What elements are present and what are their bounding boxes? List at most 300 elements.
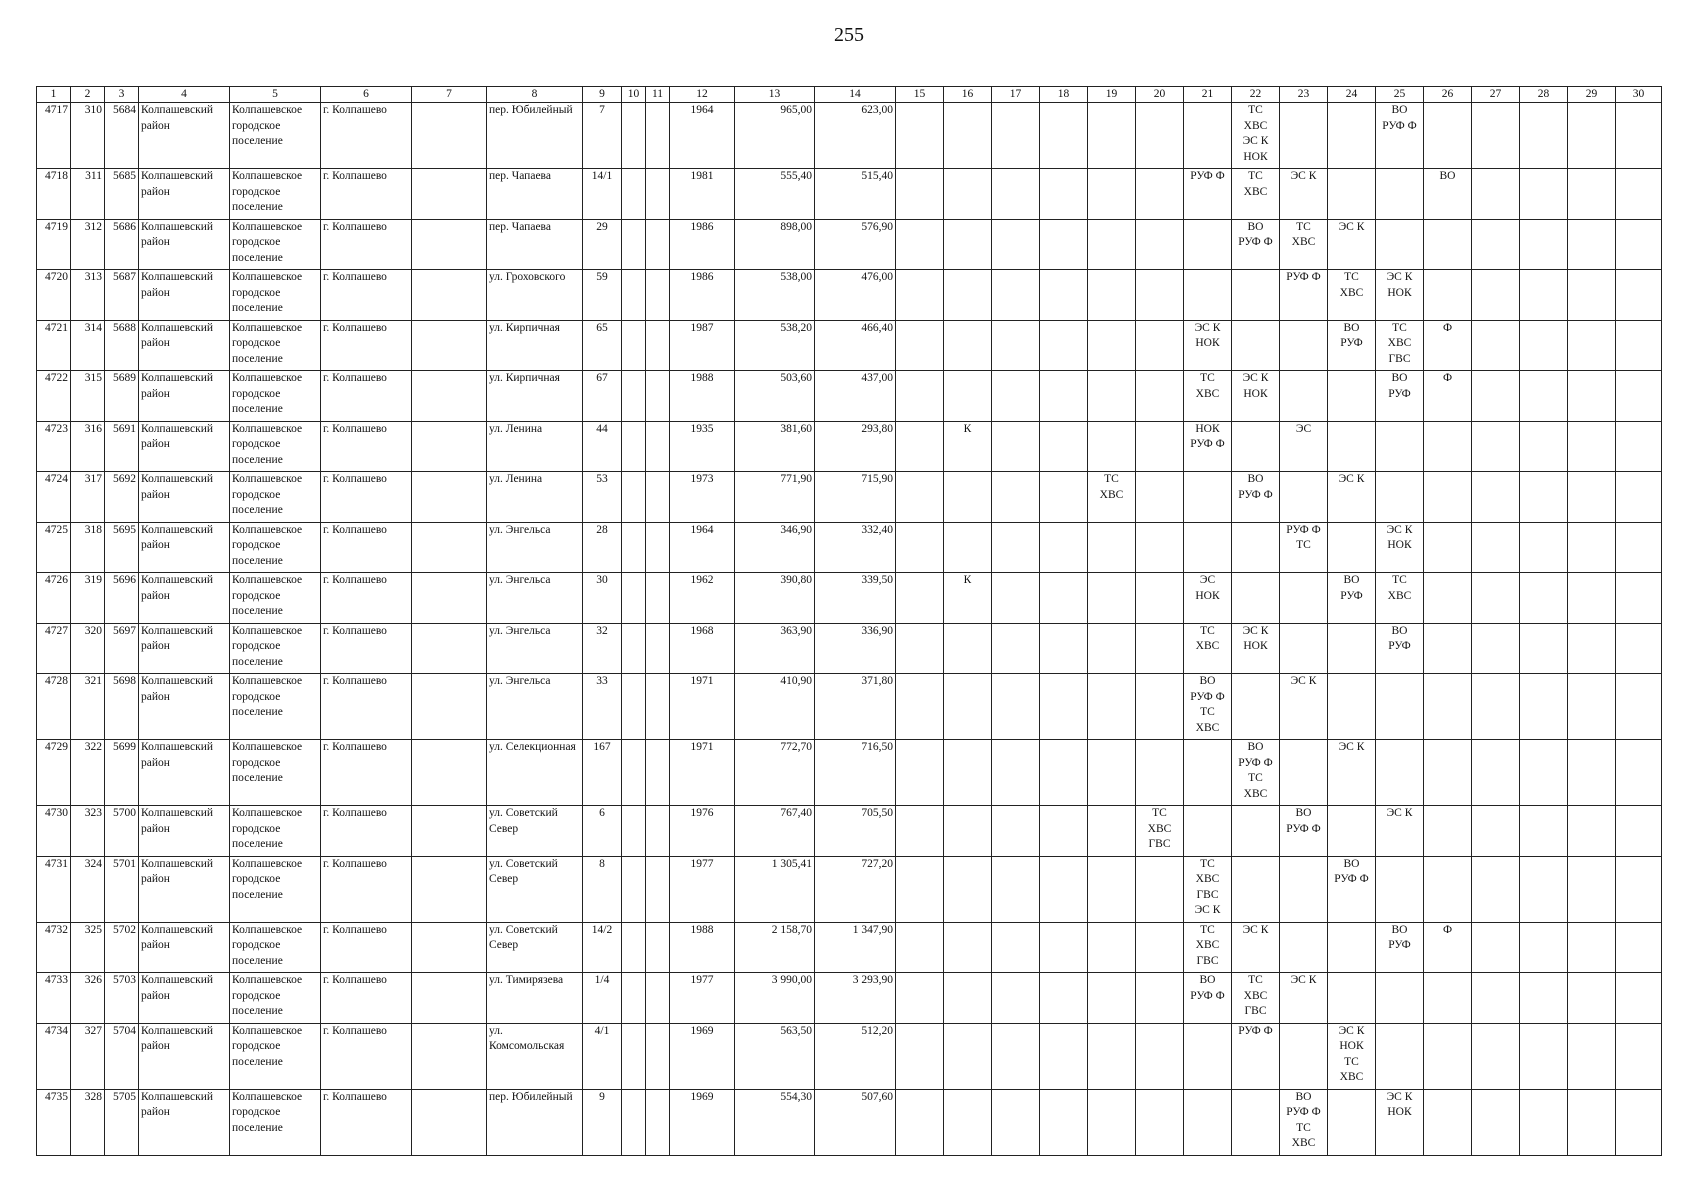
table-row (37, 922, 1662, 973)
table-cell-col-25 (1376, 421, 1424, 472)
table-cell-col-21 (1184, 103, 1232, 169)
column-header-4: 4 (139, 87, 230, 103)
column-header-20: 20 (1136, 87, 1184, 103)
table-cell-col-27 (1472, 522, 1520, 573)
table-cell-col-19 (1088, 922, 1136, 973)
table-cell-col-23: РУФ Ф ТС (1280, 522, 1328, 573)
table-cell-col-20 (1136, 1089, 1184, 1155)
column-header-21: 21 (1184, 87, 1232, 103)
table-cell-col-21 (1184, 270, 1232, 321)
table-cell-col-6: г. Колпашево (321, 1023, 412, 1089)
table-row (37, 674, 1662, 740)
table-cell-col-3: 5698 (105, 674, 139, 740)
table-cell-col-3: 5689 (105, 371, 139, 422)
table-cell-col-14: 437,00 (815, 371, 896, 422)
column-header-19: 19 (1088, 87, 1136, 103)
table-cell-col-18 (1040, 371, 1088, 422)
table-cell-col-12: 1962 (670, 573, 735, 624)
table-cell-col-25 (1376, 740, 1424, 806)
table-cell-col-28 (1520, 270, 1568, 321)
table-cell-col-26 (1424, 522, 1472, 573)
table-cell-col-26: Ф (1424, 320, 1472, 371)
table-cell-col-3: 5695 (105, 522, 139, 573)
table-cell-col-26 (1424, 1089, 1472, 1155)
table-cell-col-30 (1616, 472, 1662, 523)
table-cell-col-28 (1520, 674, 1568, 740)
table-cell-col-7 (412, 371, 487, 422)
table-cell-col-5: Колпашевское городское поселение (230, 973, 321, 1024)
table-cell-col-11 (646, 806, 670, 857)
column-header-25: 25 (1376, 87, 1424, 103)
table-cell-col-8: ул. Селекционная (487, 740, 583, 806)
table-cell-col-14: 727,20 (815, 856, 896, 922)
table-cell-col-22: ЭС К (1232, 922, 1280, 973)
table-cell-col-10 (622, 103, 646, 169)
table-cell-col-30 (1616, 219, 1662, 270)
table-cell-col-22 (1232, 270, 1280, 321)
table-cell-col-23 (1280, 103, 1328, 169)
table-cell-col-6: г. Колпашево (321, 623, 412, 674)
table-cell-col-19 (1088, 421, 1136, 472)
table-cell-col-10 (622, 740, 646, 806)
table-cell-col-30 (1616, 103, 1662, 169)
table-cell-col-18 (1040, 623, 1088, 674)
table-cell-col-23: ЭС К (1280, 973, 1328, 1024)
table-cell-col-15 (896, 169, 944, 220)
table-cell-col-4: Колпашевский район (139, 522, 230, 573)
table-cell-col-6: г. Колпашево (321, 103, 412, 169)
table-cell-col-18 (1040, 219, 1088, 270)
column-header-28: 28 (1520, 87, 1568, 103)
table-cell-col-9: 30 (583, 573, 622, 624)
table-cell-col-19 (1088, 320, 1136, 371)
table-cell-col-19 (1088, 674, 1136, 740)
table-cell-col-13: 771,90 (735, 472, 815, 523)
table-row (37, 522, 1662, 573)
table-cell-col-11 (646, 270, 670, 321)
table-cell-col-20 (1136, 270, 1184, 321)
column-header-6: 6 (321, 87, 412, 103)
table-cell-col-18 (1040, 522, 1088, 573)
table-cell-col-28 (1520, 806, 1568, 857)
table-cell-col-6: г. Колпашево (321, 856, 412, 922)
table-cell-col-25 (1376, 472, 1424, 523)
table-cell-col-29 (1568, 856, 1616, 922)
table-cell-col-14: 293,80 (815, 421, 896, 472)
table-cell-col-28 (1520, 320, 1568, 371)
table-cell-col-26 (1424, 740, 1472, 806)
table-cell-col-4: Колпашевский район (139, 103, 230, 169)
table-cell-col-25 (1376, 1023, 1424, 1089)
table-cell-col-26 (1424, 674, 1472, 740)
table-cell-col-8: ул. Советский Север (487, 856, 583, 922)
table-cell-col-1: 4720 (37, 270, 71, 321)
table-row (37, 169, 1662, 220)
table-cell-col-11 (646, 856, 670, 922)
column-header-27: 27 (1472, 87, 1520, 103)
table-cell-col-16 (944, 103, 992, 169)
table-cell-col-23: ВО РУФ Ф ТС ХВС (1280, 1089, 1328, 1155)
table-cell-col-25: ВО РУФ (1376, 623, 1424, 674)
column-header-14: 14 (815, 87, 896, 103)
table-cell-col-7 (412, 219, 487, 270)
table-cell-col-16 (944, 522, 992, 573)
table-cell-col-1: 4726 (37, 573, 71, 624)
table-cell-col-14: 371,80 (815, 674, 896, 740)
table-cell-col-2: 319 (71, 573, 105, 624)
table-cell-col-1: 4731 (37, 856, 71, 922)
table-cell-col-21 (1184, 472, 1232, 523)
table-cell-col-11 (646, 623, 670, 674)
table-cell-col-19 (1088, 1089, 1136, 1155)
table-cell-col-21: ТС ХВС (1184, 371, 1232, 422)
table-cell-col-9: 53 (583, 472, 622, 523)
table-cell-col-1: 4718 (37, 169, 71, 220)
table-cell-col-10 (622, 573, 646, 624)
table-cell-col-20 (1136, 219, 1184, 270)
table-cell-col-30 (1616, 522, 1662, 573)
table-cell-col-6: г. Колпашево (321, 1089, 412, 1155)
table-cell-col-22 (1232, 421, 1280, 472)
table-cell-col-25: ВО РУФ (1376, 922, 1424, 973)
table-cell-col-16 (944, 320, 992, 371)
table-cell-col-5: Колпашевское городское поселение (230, 371, 321, 422)
table-cell-col-26: Ф (1424, 371, 1472, 422)
table-cell-col-9: 7 (583, 103, 622, 169)
column-header-18: 18 (1040, 87, 1088, 103)
table-cell-col-16 (944, 1023, 992, 1089)
table-cell-col-29 (1568, 421, 1616, 472)
table-cell-col-8: пер. Юбилейный (487, 1089, 583, 1155)
table-cell-col-6: г. Колпашево (321, 270, 412, 321)
table-cell-col-4: Колпашевский район (139, 922, 230, 973)
table-cell-col-13: 503,60 (735, 371, 815, 422)
page-number: 255 (834, 24, 864, 46)
table-row (37, 806, 1662, 857)
table-cell-col-21 (1184, 1089, 1232, 1155)
table-cell-col-19 (1088, 270, 1136, 321)
table-cell-col-11 (646, 973, 670, 1024)
table-cell-col-11 (646, 320, 670, 371)
table-cell-col-19: ТС ХВС (1088, 472, 1136, 523)
table-cell-col-13: 2 158,70 (735, 922, 815, 973)
table-cell-col-10 (622, 1089, 646, 1155)
table-cell-col-9: 14/2 (583, 922, 622, 973)
table-cell-col-25: ВО РУФ (1376, 371, 1424, 422)
table-cell-col-17 (992, 522, 1040, 573)
table-cell-col-15 (896, 674, 944, 740)
table-cell-col-12: 1988 (670, 922, 735, 973)
table-cell-col-1: 4732 (37, 922, 71, 973)
table-cell-col-27 (1472, 623, 1520, 674)
table-cell-col-27 (1472, 320, 1520, 371)
table-cell-col-13: 554,30 (735, 1089, 815, 1155)
table-cell-col-9: 6 (583, 806, 622, 857)
table-cell-col-15 (896, 219, 944, 270)
table-cell-col-14: 1 347,90 (815, 922, 896, 973)
table-cell-col-23 (1280, 320, 1328, 371)
table-cell-col-3: 5691 (105, 421, 139, 472)
table-cell-col-11 (646, 421, 670, 472)
table-cell-col-27 (1472, 1089, 1520, 1155)
table-cell-col-24: ЭС К (1328, 219, 1376, 270)
table-cell-col-8: ул. Кирпичная (487, 320, 583, 371)
table-cell-col-22: ЭС К НОК (1232, 623, 1280, 674)
column-header-1: 1 (37, 87, 71, 103)
table-cell-col-6: г. Колпашево (321, 320, 412, 371)
column-header-17: 17 (992, 87, 1040, 103)
table-cell-col-21 (1184, 522, 1232, 573)
table-cell-col-10 (622, 169, 646, 220)
table-cell-col-9: 4/1 (583, 1023, 622, 1089)
column-header-15: 15 (896, 87, 944, 103)
table-cell-col-19 (1088, 1023, 1136, 1089)
table-cell-col-1: 4728 (37, 674, 71, 740)
table-cell-col-27 (1472, 472, 1520, 523)
column-header-9: 9 (583, 87, 622, 103)
table-cell-col-3: 5703 (105, 973, 139, 1024)
table-cell-col-11 (646, 573, 670, 624)
table-cell-col-6: г. Колпашево (321, 421, 412, 472)
table-cell-col-4: Колпашевский район (139, 740, 230, 806)
table-cell-col-18 (1040, 320, 1088, 371)
table-cell-col-22: ВО РУФ Ф (1232, 472, 1280, 523)
table-cell-col-16 (944, 270, 992, 321)
column-header-8: 8 (487, 87, 583, 103)
table-cell-col-16 (944, 472, 992, 523)
table-cell-col-17 (992, 320, 1040, 371)
table-cell-col-10 (622, 270, 646, 321)
table-cell-col-26: Ф (1424, 922, 1472, 973)
table-cell-col-18 (1040, 1023, 1088, 1089)
table-cell-col-6: г. Колпашево (321, 169, 412, 220)
column-header-11: 11 (646, 87, 670, 103)
table-row (37, 1023, 1662, 1089)
table-cell-col-5: Колпашевское городское поселение (230, 320, 321, 371)
table-cell-col-14: 623,00 (815, 103, 896, 169)
table-cell-col-14: 715,90 (815, 472, 896, 523)
table-cell-col-22: ВО РУФ Ф ТС ХВС (1232, 740, 1280, 806)
table-cell-col-25 (1376, 973, 1424, 1024)
table-cell-col-8: ул. Энгельса (487, 623, 583, 674)
table-cell-col-12: 1986 (670, 219, 735, 270)
table-cell-col-29 (1568, 573, 1616, 624)
table-cell-col-27 (1472, 270, 1520, 321)
table-cell-col-29 (1568, 922, 1616, 973)
table-cell-col-18 (1040, 103, 1088, 169)
table-cell-col-27 (1472, 674, 1520, 740)
table-cell-col-19 (1088, 856, 1136, 922)
table-cell-col-10 (622, 320, 646, 371)
table-cell-col-24: ТС ХВС (1328, 270, 1376, 321)
table-cell-col-13: 563,50 (735, 1023, 815, 1089)
table-cell-col-9: 28 (583, 522, 622, 573)
table-cell-col-8: ул. Ленина (487, 421, 583, 472)
table-cell-col-15 (896, 270, 944, 321)
table-cell-col-30 (1616, 270, 1662, 321)
table-cell-col-18 (1040, 740, 1088, 806)
table-cell-col-1: 4723 (37, 421, 71, 472)
table-cell-col-16 (944, 922, 992, 973)
table-cell-col-26 (1424, 472, 1472, 523)
table-cell-col-9: 44 (583, 421, 622, 472)
table-cell-col-5: Колпашевское городское поселение (230, 674, 321, 740)
table-cell-col-30 (1616, 922, 1662, 973)
table-cell-col-9: 33 (583, 674, 622, 740)
table-cell-col-6: г. Колпашево (321, 973, 412, 1024)
table-cell-col-16 (944, 623, 992, 674)
table-cell-col-4: Колпашевский район (139, 1023, 230, 1089)
table-cell-col-12: 1977 (670, 856, 735, 922)
table-cell-col-11 (646, 522, 670, 573)
table-cell-col-4: Колпашевский район (139, 472, 230, 523)
table-cell-col-30 (1616, 1089, 1662, 1155)
table-cell-col-24: ВО РУФ (1328, 573, 1376, 624)
column-header-22: 22 (1232, 87, 1280, 103)
table-row (37, 219, 1662, 270)
table-cell-col-12: 1977 (670, 973, 735, 1024)
table-cell-col-9: 9 (583, 1089, 622, 1155)
table-cell-col-10 (622, 472, 646, 523)
table-cell-col-13: 381,60 (735, 421, 815, 472)
table-cell-col-21: ЭС К НОК (1184, 320, 1232, 371)
table-cell-col-29 (1568, 740, 1616, 806)
table-cell-col-8: ул. Советский Север (487, 922, 583, 973)
table-cell-col-11 (646, 922, 670, 973)
table-cell-col-8: ул. Кирпичная (487, 371, 583, 422)
table-cell-col-28 (1520, 856, 1568, 922)
table-cell-col-12: 1969 (670, 1089, 735, 1155)
table-cell-col-7 (412, 522, 487, 573)
table-cell-col-11 (646, 740, 670, 806)
table-cell-col-8: пер. Юбилейный (487, 103, 583, 169)
table-cell-col-5: Колпашевское городское поселение (230, 522, 321, 573)
table-cell-col-10 (622, 371, 646, 422)
table-cell-col-22 (1232, 1089, 1280, 1155)
table-cell-col-18 (1040, 806, 1088, 857)
column-header-16: 16 (944, 87, 992, 103)
table-cell-col-27 (1472, 169, 1520, 220)
column-header-26: 26 (1424, 87, 1472, 103)
table-cell-col-2: 327 (71, 1023, 105, 1089)
table-cell-col-21: ТС ХВС (1184, 623, 1232, 674)
table-row (37, 573, 1662, 624)
table-cell-col-30 (1616, 973, 1662, 1024)
table-cell-col-14: 476,00 (815, 270, 896, 321)
table-cell-col-9: 65 (583, 320, 622, 371)
table-cell-col-1: 4730 (37, 806, 71, 857)
table-cell-col-3: 5685 (105, 169, 139, 220)
table-row (37, 371, 1662, 422)
table-cell-col-23 (1280, 1023, 1328, 1089)
table-cell-col-6: г. Колпашево (321, 674, 412, 740)
table-cell-col-17 (992, 472, 1040, 523)
table-cell-col-15 (896, 922, 944, 973)
table-cell-col-25: ЭС К НОК (1376, 522, 1424, 573)
table-cell-col-13: 3 990,00 (735, 973, 815, 1024)
table-cell-col-21: ТС ХВС ГВС (1184, 922, 1232, 973)
table-cell-col-29 (1568, 1023, 1616, 1089)
table-cell-col-14: 705,50 (815, 806, 896, 857)
table-cell-col-7 (412, 806, 487, 857)
table-cell-col-1: 4729 (37, 740, 71, 806)
table-cell-col-26 (1424, 623, 1472, 674)
table-cell-col-19 (1088, 169, 1136, 220)
table-cell-col-8: пер. Чапаева (487, 169, 583, 220)
table-cell-col-10 (622, 219, 646, 270)
table-cell-col-16 (944, 973, 992, 1024)
table-cell-col-30 (1616, 371, 1662, 422)
column-header-2: 2 (71, 87, 105, 103)
table-row (37, 103, 1662, 169)
table-cell-col-26 (1424, 103, 1472, 169)
table-cell-col-25: ЭС К НОК (1376, 1089, 1424, 1155)
table-cell-col-15 (896, 472, 944, 523)
table-cell-col-23 (1280, 856, 1328, 922)
table-cell-col-19 (1088, 371, 1136, 422)
table-cell-col-17 (992, 623, 1040, 674)
table-cell-col-18 (1040, 922, 1088, 973)
table-cell-col-24 (1328, 623, 1376, 674)
table-cell-col-10 (622, 806, 646, 857)
table-cell-col-13: 346,90 (735, 522, 815, 573)
table-cell-col-20 (1136, 623, 1184, 674)
table-cell-col-24 (1328, 522, 1376, 573)
table-cell-col-21: ВО РУФ Ф (1184, 973, 1232, 1024)
table-cell-col-4: Колпашевский район (139, 421, 230, 472)
table-cell-col-19 (1088, 623, 1136, 674)
table-cell-col-15 (896, 740, 944, 806)
table-cell-col-17 (992, 973, 1040, 1024)
table-cell-col-26 (1424, 421, 1472, 472)
table-cell-col-7 (412, 320, 487, 371)
table-cell-col-4: Колпашевский район (139, 573, 230, 624)
table-cell-col-5: Колпашевское городское поселение (230, 922, 321, 973)
table-cell-col-15 (896, 806, 944, 857)
table-row (37, 856, 1662, 922)
table-cell-col-7 (412, 1089, 487, 1155)
table-cell-col-13: 538,00 (735, 270, 815, 321)
table-cell-col-19 (1088, 522, 1136, 573)
table-cell-col-2: 310 (71, 103, 105, 169)
table-cell-col-27 (1472, 806, 1520, 857)
table-cell-col-15 (896, 573, 944, 624)
table-cell-col-2: 321 (71, 674, 105, 740)
table-cell-col-12: 1976 (670, 806, 735, 857)
table-cell-col-20: ТС ХВС ГВС (1136, 806, 1184, 857)
column-header-13: 13 (735, 87, 815, 103)
table-cell-col-12: 1964 (670, 522, 735, 573)
table-cell-col-1: 4727 (37, 623, 71, 674)
table-cell-col-30 (1616, 573, 1662, 624)
table-cell-col-6: г. Колпашево (321, 573, 412, 624)
table-cell-col-20 (1136, 922, 1184, 973)
table-cell-col-10 (622, 421, 646, 472)
table-cell-col-3: 5704 (105, 1023, 139, 1089)
table-cell-col-1: 4719 (37, 219, 71, 270)
table-cell-col-17 (992, 270, 1040, 321)
table-cell-col-18 (1040, 674, 1088, 740)
table-cell-col-23: ТС ХВС (1280, 219, 1328, 270)
table-cell-col-18 (1040, 856, 1088, 922)
table-cell-col-8: ул. Ленина (487, 472, 583, 523)
table-cell-col-2: 313 (71, 270, 105, 321)
table-cell-col-1: 4724 (37, 472, 71, 523)
table-cell-col-24: ЭС К (1328, 740, 1376, 806)
table-cell-col-5: Колпашевское городское поселение (230, 1023, 321, 1089)
table-cell-col-13: 363,90 (735, 623, 815, 674)
column-header-29: 29 (1568, 87, 1616, 103)
